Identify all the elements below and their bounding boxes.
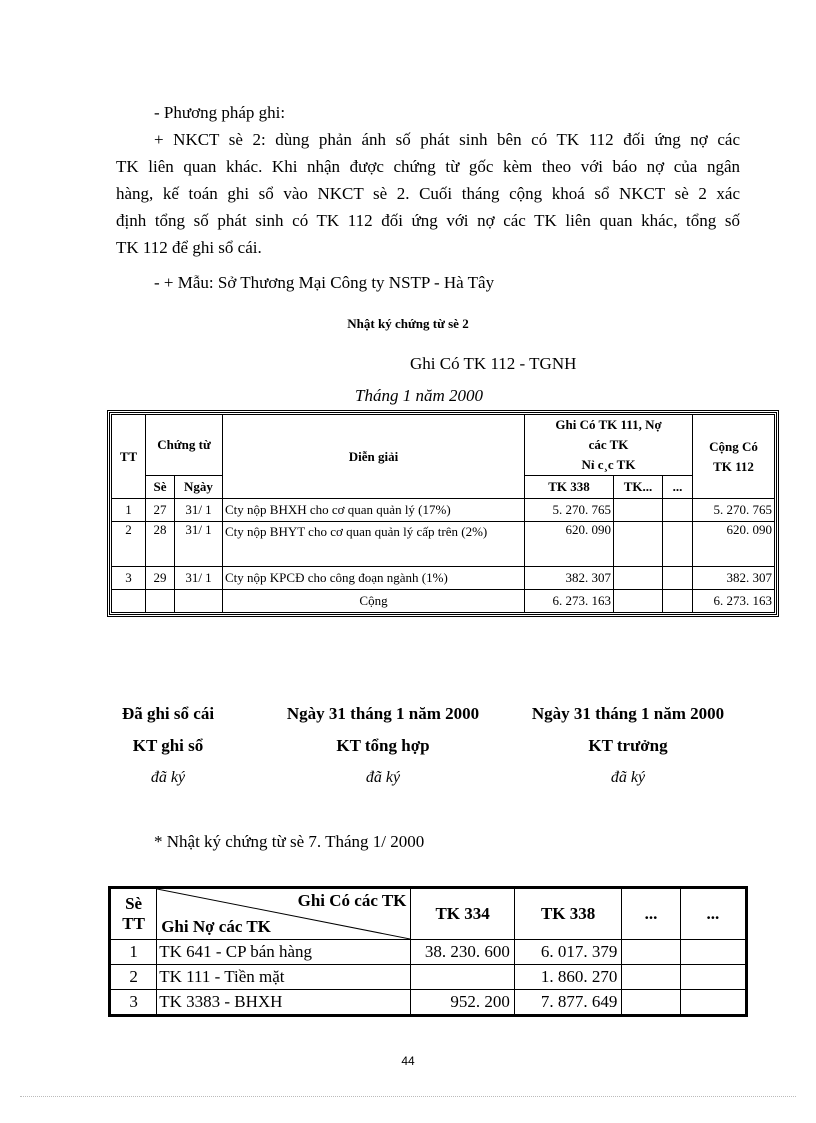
row-tk338: 1. 860. 270	[514, 965, 622, 990]
signature-mid	[268, 698, 498, 794]
signature-right-header: Ngày 31 tháng 1 năm 2000	[531, 704, 725, 723]
header-tk-other: TK...	[614, 476, 663, 499]
row-total: 5. 270. 765	[693, 499, 775, 522]
signature-left-header: Đã ghi sổ cái	[121, 704, 215, 723]
table-row	[112, 522, 775, 567]
signature-right-signed: đã ký	[610, 769, 646, 786]
method-heading: - Phương pháp ghi:	[154, 103, 286, 122]
row-so: 29	[146, 567, 175, 590]
row-tk338: 7. 877. 649	[514, 990, 622, 1015]
row-tk334	[411, 965, 514, 990]
row-tk338: 620. 090	[525, 522, 614, 567]
paragraph-line-4: định tổng số phát sinh có TK 112 đối ứng với nợ các TK liên quan khác, tổng số	[116, 211, 740, 230]
row-tt: 2	[111, 965, 157, 990]
paragraph-line-3: hàng, kế toán ghi sổ vào NKCT sè 2. Cuối tháng cộng khoá sổ NKCT sè 2 xác	[116, 184, 740, 203]
journal-2-table	[111, 414, 775, 613]
signature-left-signed: đã ký	[150, 769, 186, 786]
row-ellipsis-1	[622, 965, 680, 990]
sum-empty-1	[112, 590, 146, 613]
header-diagonal	[157, 889, 411, 940]
sum-empty-2	[146, 590, 175, 613]
header-chung-tu: Chứng từ	[146, 415, 223, 476]
row-tk-other	[614, 567, 663, 590]
journal-subtitle: Ghi Có TK 112 - TGNH	[410, 354, 577, 373]
header-dien-giai: Diễn giải	[223, 415, 525, 499]
signature-right	[498, 698, 758, 794]
row-desc: Cty nộp BHXH cho cơ quan quản lý (17%)	[223, 499, 525, 522]
header-ellipsis-1: ...	[622, 889, 680, 940]
row-tk338: 5. 270. 765	[525, 499, 614, 522]
row-tk338: 6. 017. 379	[514, 940, 622, 965]
row-account: TK 641 - CP bán hàng	[157, 940, 411, 965]
sum-empty-3	[175, 590, 223, 613]
row-so: 27	[146, 499, 175, 522]
header-cong-co-line1: Cộng Có	[709, 438, 758, 454]
journal-title: Nhật ký chứng từ sè 2	[347, 316, 469, 331]
header-tk334: TK 334	[411, 889, 514, 940]
row-ellipsis-2	[680, 940, 745, 965]
row-account: TK 3383 - BHXH	[157, 990, 411, 1015]
row-tk338: 382. 307	[525, 567, 614, 590]
header-cong-co	[693, 415, 775, 499]
header-ellipsis: ...	[663, 476, 693, 499]
header-tk338: TK 338	[514, 889, 622, 940]
row-total: 620. 090	[693, 522, 775, 567]
row-ngay: 31/ 1	[175, 499, 223, 522]
header-ghi-no-cac-tk: Ghi Nợ các TK	[161, 917, 271, 936]
row-ellipsis	[663, 522, 693, 567]
page-number: 44	[401, 1054, 415, 1068]
header-ghi-co-line3: Nỉ c¸c TK	[581, 457, 636, 472]
row-tk334: 952. 200	[411, 990, 514, 1015]
row-ellipsis-2	[680, 990, 745, 1015]
journal7-heading: * Nhật ký chứng từ sè 7. Tháng 1/ 2000	[154, 832, 425, 851]
signature-block	[68, 698, 768, 794]
journal-7-table	[110, 888, 746, 1015]
header-stt	[111, 889, 157, 940]
signature-right-title: KT trưởng	[588, 736, 668, 755]
row-tt: 3	[111, 990, 157, 1015]
signature-left-title: KT ghi sổ	[132, 736, 204, 755]
sum-tk338: 6. 273. 163	[525, 590, 614, 613]
header-ghi-co-line2: các TK	[588, 437, 629, 452]
row-ellipsis-1	[622, 940, 680, 965]
table-row	[111, 965, 746, 990]
row-ngay: 31/ 1	[175, 567, 223, 590]
row-desc: Cty nộp KPCĐ cho công đoạn ngành (1%)	[223, 567, 525, 590]
row-ellipsis	[663, 499, 693, 522]
row-total: 382. 307	[693, 567, 775, 590]
header-ellipsis-2: ...	[680, 889, 745, 940]
table-row	[112, 567, 775, 590]
page-bottom-divider	[20, 1096, 796, 1097]
row-ngay: 31/ 1	[175, 522, 223, 567]
row-so: 28	[146, 522, 175, 567]
sample-line: - + Mẫu: Sở Thương Mại Công ty NSTP - Hà Tây	[154, 273, 495, 292]
header-ghi-co	[525, 415, 693, 476]
header-stt-line1: Sè	[125, 894, 143, 913]
header-tt: TT	[112, 415, 146, 499]
header-cong-co-line2: TK 112	[713, 458, 754, 474]
row-ellipsis-2	[680, 965, 745, 990]
table-row	[111, 990, 746, 1015]
sum-total: 6. 273. 163	[693, 590, 775, 613]
row-tt: 1	[111, 940, 157, 965]
sum-label: Cộng	[223, 590, 525, 613]
signature-mid-header: Ngày 31 tháng 1 năm 2000	[286, 704, 480, 723]
header-tk338: TK 338	[525, 476, 614, 499]
row-desc: Cty nộp BHYT cho cơ quan quản lý cấp trên (2%)	[223, 522, 525, 567]
paragraph-last-line: TK 112 để ghi sổ cái.	[116, 238, 262, 257]
header-so: Sè	[146, 476, 175, 499]
sum-empty-5	[663, 590, 693, 613]
row-tk334: 38. 230. 600	[411, 940, 514, 965]
signature-left	[68, 698, 268, 794]
row-tt: 1	[112, 499, 146, 522]
header-stt-line2: TT	[122, 914, 145, 933]
paragraph-line-2: TK liên quan khác. Khi nhận được chứng từ gốc kèm theo với báo nợ của ngân	[116, 157, 740, 176]
table-row	[112, 499, 775, 522]
sum-empty-4	[614, 590, 663, 613]
table-total-row	[112, 590, 775, 613]
journal-period: Tháng 1 năm 2000	[355, 386, 483, 405]
row-tk-other	[614, 522, 663, 567]
paragraph-line-1: + NKCT sè 2: dùng phản ánh số phát sinh bên có TK 112 đối ứng nợ các	[154, 130, 740, 149]
row-ellipsis	[663, 567, 693, 590]
row-tt: 3	[112, 567, 146, 590]
header-ngay: Ngày	[175, 476, 223, 499]
table-row	[111, 940, 746, 965]
row-tk-other	[614, 499, 663, 522]
signature-mid-signed: đã ký	[365, 769, 401, 786]
row-tt: 2	[112, 522, 146, 567]
header-ghi-co-cac-tk: Ghi Có các TK	[297, 891, 407, 910]
row-account: TK 111 - Tiền mặt	[157, 965, 411, 990]
row-ellipsis-1	[622, 990, 680, 1015]
signature-mid-title: KT tổng hợp	[336, 736, 430, 755]
header-ghi-co-line1: Ghi Có TK 111, Nợ	[555, 417, 662, 432]
